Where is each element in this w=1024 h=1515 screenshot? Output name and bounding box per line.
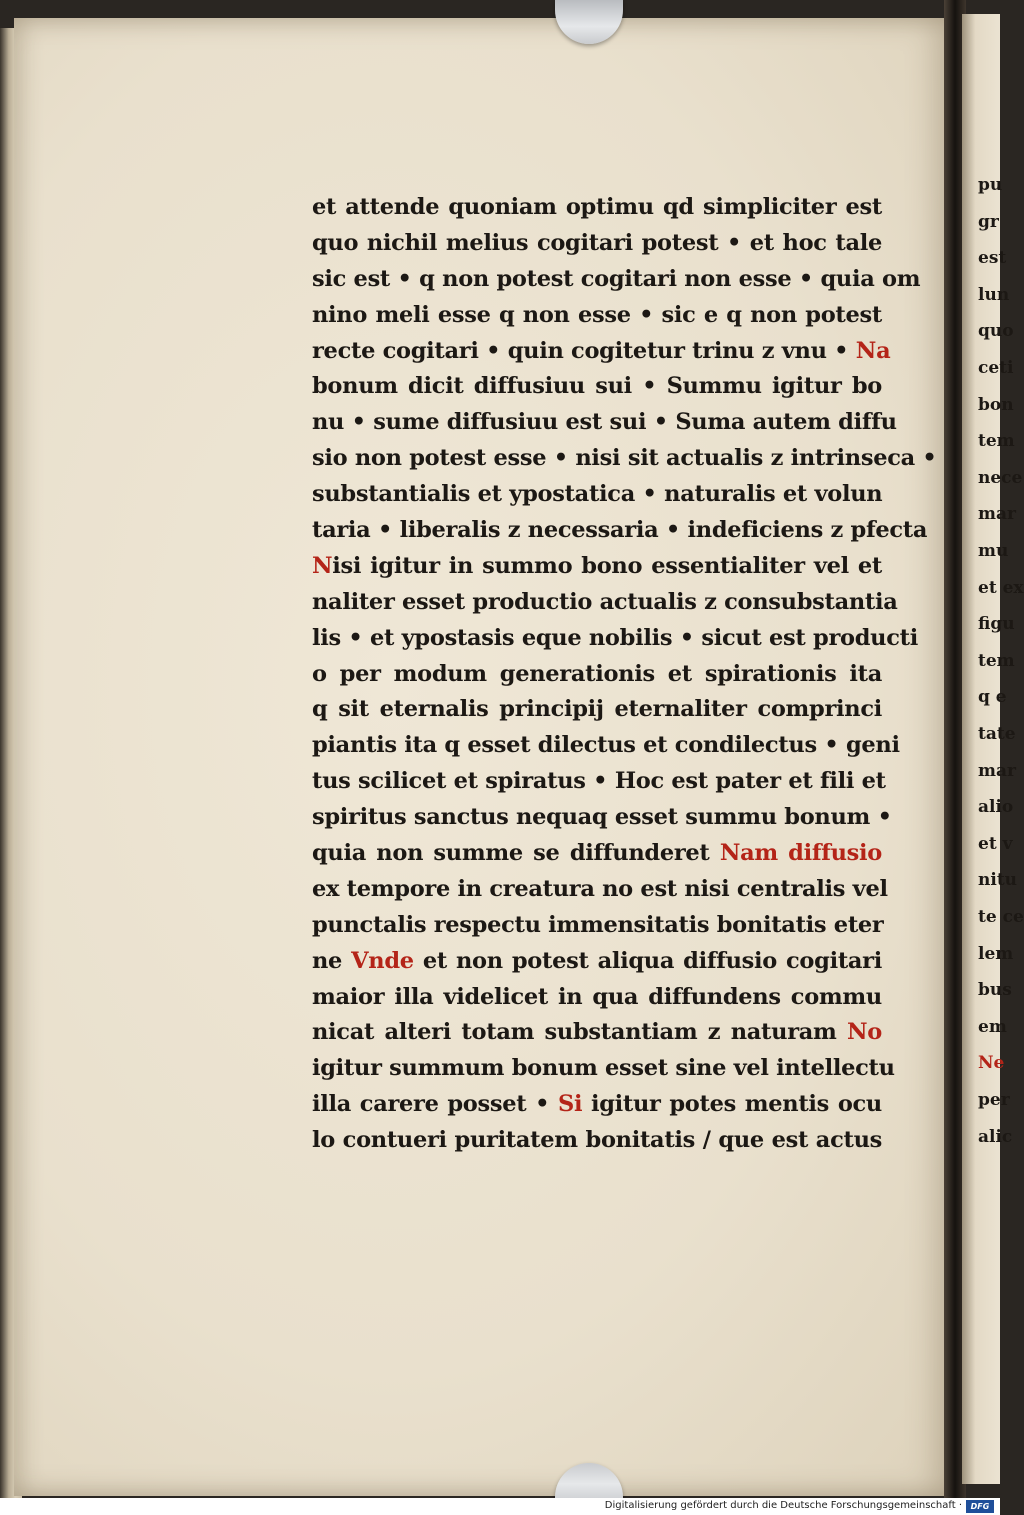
text-line: sic est • q non potest cogitari non esse • quia om — [312, 265, 921, 292]
margin-fragment: bus — [978, 980, 1012, 1001]
text-line: quia non summe se diffunderet Nam diffusio — [312, 840, 882, 867]
margin-fragment: pu — [978, 175, 1003, 195]
margin-fragment: lem — [978, 943, 1014, 964]
text-line: Nisi igitur in summo bono essentialiter vel et — [312, 552, 882, 579]
margin-fragment: ceti — [978, 358, 1014, 378]
text-line: nino meli esse q non esse • sic e q non potest — [312, 301, 882, 328]
margin-fragment: nece — [978, 467, 1023, 488]
text-line: lo contueri puritatem bonitatis / que est actus — [312, 1127, 882, 1154]
margin-fragment: bon — [978, 394, 1014, 415]
margin-fragment: tem — [978, 431, 1015, 452]
text-line: lis • et ypostasis eque nobilis • sicut est producti — [312, 624, 918, 651]
text-line: et attende quoniam optimu qd simpliciter est — [312, 194, 882, 220]
rubricated-initial: Na — [855, 337, 891, 364]
margin-fragment: mu — [978, 541, 1009, 561]
margin-fragment: alic — [978, 1126, 1013, 1147]
margin-fragment: mar — [978, 760, 1016, 781]
funding-credit: Digitalisierung gefördert durch die Deutsche Forschungsgemeinschaft · — [604, 1500, 962, 1511]
text-line: sio non potest esse • nisi sit actualis z intrinseca • — [312, 445, 937, 472]
margin-fragment: mar — [978, 504, 1016, 525]
text-line: igitur summum bonum esset sine vel intellectu — [312, 1055, 895, 1082]
margin-fragment: q e — [978, 687, 1007, 708]
text-line: tus scilicet et spiratus • Hoc est pater et fili et — [312, 768, 886, 795]
margin-fragment: lun — [978, 284, 1010, 305]
text-line: piantis ita q esset dilectus et condilectus • geni — [312, 732, 900, 759]
rubricated-phrase: Summu igitur bo — [666, 373, 882, 400]
rubricated-initial: Vnde — [351, 947, 414, 974]
rubricated-initial: No — [847, 1019, 882, 1046]
incunable-text-block — [312, 190, 937, 1159]
text-line: substantialis et ypostatica • naturalis et volun — [312, 481, 883, 508]
text-line: q sit eternalis principij eternaliter comprinci — [312, 696, 882, 723]
rubricated-initial: N — [312, 552, 333, 579]
text-line: taria • liberalis z necessaria • indeficiens z pfecta — [312, 517, 928, 544]
margin-fragment: et ex — [978, 577, 1024, 598]
margin-fragment: figu — [978, 614, 1015, 635]
margin-fragment: tate — [978, 724, 1016, 744]
text-line: o per modum generationis et spirationis ita — [312, 660, 882, 687]
text-line: maior illa videlicet in qua diffundens commu — [312, 983, 882, 1010]
margin-fragment: alio — [978, 797, 1014, 818]
margin-fragment: te ce — [978, 907, 1024, 927]
margin-fragment: Ne — [978, 1053, 1005, 1074]
margin-fragment: nitu — [978, 870, 1018, 891]
dfg-logo: DFG — [966, 1500, 994, 1513]
rubricated-initial: Si — [558, 1091, 583, 1118]
text-line: recte cogitari • quin cogitetur trinu z vnu • Na — [312, 337, 891, 364]
margin-fragment: per — [978, 1090, 1010, 1110]
rubricated-phrase: Nam diffusio — [719, 840, 882, 867]
margin-fragment: gr — [978, 211, 999, 232]
text-line: nu • sume diffusiuu est sui • Suma autem diffu — [312, 409, 897, 436]
rubricated-phrase: Hoc est pater et fili et — [614, 768, 886, 795]
rubricated-phrase: Suma autem diffu — [675, 409, 897, 436]
text-line: ne Vnde et non potest aliqua diffusio cogitari — [312, 947, 882, 974]
margin-fragment: quo — [978, 321, 1014, 342]
margin-fragment: em — [978, 1016, 1007, 1037]
text-line: quo nichil melius cogitari potest • et hoc tale — [312, 229, 882, 256]
text-line: illa carere posset • Si igitur potes mentis ocu — [312, 1091, 882, 1118]
text-line: naliter esset productio actualis z consubstantia — [312, 588, 898, 615]
margin-fragment: et v — [978, 833, 1013, 854]
text-line: nicat alteri totam substantiam z naturam No — [312, 1019, 882, 1046]
text-line: bonum dicit diffusiuu sui • Summu igitur bo — [312, 373, 882, 400]
text-line: spiritus sanctus nequaq esset summu bonum • — [312, 804, 892, 831]
text-line: punctalis respectu immensitatis bonitatis eter — [312, 911, 884, 938]
margin-fragment: est — [978, 248, 1007, 269]
margin-fragment: tem — [978, 650, 1015, 671]
text-line: ex tempore in creatura no est nisi centralis vel — [312, 875, 888, 902]
